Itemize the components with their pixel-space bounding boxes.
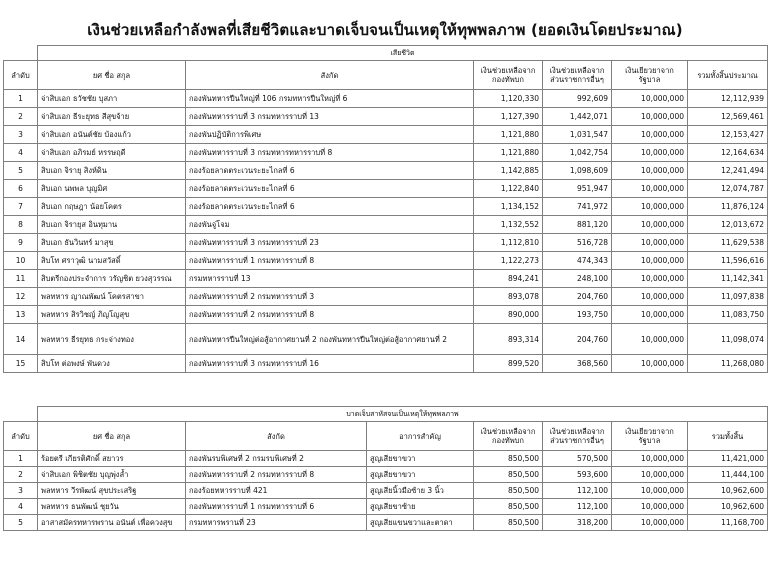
cell-unit: กองพันทหารราบที่ 1 กรมทหารราบที่ 8	[186, 252, 474, 270]
cell-name: จ่าสิบเอก พิชิตชัย บุญพุ่งล้ำ	[38, 467, 186, 483]
cell-other-aid: 951,947	[543, 180, 612, 198]
cell-unit: กองพันรบพิเศษที่ 2 กรมรบพิเศษที่ 2	[186, 451, 367, 467]
cell-unit: กรมทหารพรานที่ 23	[186, 515, 367, 531]
cell-other-aid: 1,042,754	[543, 144, 612, 162]
cell-no: 9	[4, 234, 38, 252]
injured-section-label: บาดเจ็บสาหัสจนเป็นเหตุให้ทุพพลภาพ	[38, 407, 768, 422]
cell-other-aid: 1,031,547	[543, 126, 612, 144]
cell-army-aid: 1,127,390	[474, 108, 543, 126]
cell-gov-aid: 10,000,000	[612, 355, 688, 373]
cell-army-aid: 850,500	[474, 499, 543, 515]
deceased-header-row	[4, 61, 768, 90]
cell-total: 12,153,427	[688, 126, 768, 144]
cell-total: 10,962,600	[688, 483, 768, 499]
cell-name: พลทหาร สิรวิชญ์ ภิญโญสุข	[38, 306, 186, 324]
injured-header-row	[4, 422, 768, 451]
cell-unit: กองพันทหารราบที่ 3 กรมทหารทหารราบที่ 8	[186, 144, 474, 162]
cell-unit: กองพันทหารราบที่ 1 กรมทหารราบที่ 6	[186, 499, 367, 515]
table-row	[4, 515, 768, 531]
cell-name: สิบตรีกองประจำการ วรัญชิต ยวงสุวรรณ	[38, 270, 186, 288]
cell-army-aid: 1,122,840	[474, 180, 543, 198]
cell-army-aid: 893,078	[474, 288, 543, 306]
page-title: เงินช่วยเหลือกำลังพลที่เสียชีวิตและบาดเจ็บจนเป็นเหตุให้ทุพพลภาพ (ยอดเงินโดยประมาณ)	[87, 21, 683, 39]
cell-other-aid: 248,100	[543, 270, 612, 288]
cell-other-aid: 112,100	[543, 499, 612, 515]
header-total: รวมทั้งสิ้นประมาณ	[688, 61, 768, 90]
header-unit: สังกัด	[186, 61, 474, 90]
table-row	[4, 234, 768, 252]
cell-no: 7	[4, 198, 38, 216]
cell-unit: กองพันทหารราบที่ 2 กรมทหารราบที่ 8	[186, 306, 474, 324]
cell-gov-aid: 10,000,000	[612, 126, 688, 144]
cell-no: 1	[4, 451, 38, 467]
header-army-aid: เงินช่วยเหลือจากกองทัพบก	[474, 422, 543, 451]
cell-name: จ่าสิบเอก ธีระยุทธ สีสุขจ้าย	[38, 108, 186, 126]
cell-total: 11,596,616	[688, 252, 768, 270]
cell-total: 12,112,939	[688, 90, 768, 108]
cell-unit: กองร้อยลาดตระเวนระยะไกลที่ 6	[186, 180, 474, 198]
cell-total: 12,074,787	[688, 180, 768, 198]
cell-name: สิบเอก กฤษฎา น้อยโคตร	[38, 198, 186, 216]
table-row	[4, 288, 768, 306]
header-no: ลำดับ	[4, 422, 38, 451]
cell-no: 10	[4, 252, 38, 270]
cell-other-aid: 204,760	[543, 288, 612, 306]
cell-name: พลทหาร ญาณพัฒน์ โคตรสาขา	[38, 288, 186, 306]
cell-name: จ่าสิบเอก อภิรมย์ หรรษฤดี	[38, 144, 186, 162]
cell-gov-aid: 10,000,000	[612, 499, 688, 515]
cell-gov-aid: 10,000,000	[612, 306, 688, 324]
cell-army-aid: 1,132,552	[474, 216, 543, 234]
cell-name: จ่าสิบเอก อนันต์ชัย บ้องแก้ว	[38, 126, 186, 144]
cell-army-aid: 850,500	[474, 451, 543, 467]
cell-other-aid: 1,098,609	[543, 162, 612, 180]
header-other-aid: เงินช่วยเหลือจากส่วนราชการอื่นๆ	[543, 422, 612, 451]
table-row	[4, 198, 768, 216]
header-other-aid: เงินช่วยเหลือจากส่วนราชการอื่นๆ	[543, 61, 612, 90]
cell-army-aid: 850,500	[474, 515, 543, 531]
cell-gov-aid: 10,000,000	[612, 234, 688, 252]
cell-total: 11,268,080	[688, 355, 768, 373]
cell-army-aid: 1,121,880	[474, 144, 543, 162]
cell-total: 12,241,494	[688, 162, 768, 180]
cell-unit: กองพันทหารปืนใหญ่ต่อสู้อากาศยานที่ 2 กองพันทหารปืนใหญ่ต่อสู้อากาศยานที่ 2	[186, 324, 474, 355]
cell-army-aid: 894,241	[474, 270, 543, 288]
cell-total: 11,097,838	[688, 288, 768, 306]
cell-no: 3	[4, 126, 38, 144]
cell-name: สิบเอก นพพล บุญมิศ	[38, 180, 186, 198]
table-row	[4, 270, 768, 288]
cell-name: พลทหาร วีรพัฒน์ สุขประเสริฐ	[38, 483, 186, 499]
cell-gov-aid: 10,000,000	[612, 90, 688, 108]
deceased-table	[3, 45, 768, 373]
cell-unit: กองพันปฏิบัติการพิเศษ	[186, 126, 474, 144]
cell-gov-aid: 10,000,000	[612, 162, 688, 180]
table-row	[4, 162, 768, 180]
cell-symptom: สูญเสียนิ้วมือซ้าย 3 นิ้ว	[367, 483, 474, 499]
cell-other-aid: 318,200	[543, 515, 612, 531]
cell-unit: กองร้อยทหารราบที่ 421	[186, 483, 367, 499]
cell-name: จ่าสิบเอก ธวัชชัย บุสภา	[38, 90, 186, 108]
header-army-aid: เงินช่วยเหลือจากกองทัพบก	[474, 61, 543, 90]
cell-no: 12	[4, 288, 38, 306]
deceased-section-row	[4, 46, 768, 61]
cell-army-aid: 893,314	[474, 324, 543, 355]
cell-total: 11,083,750	[688, 306, 768, 324]
cell-no: 14	[4, 324, 38, 355]
table-row	[4, 252, 768, 270]
cell-army-aid: 850,500	[474, 467, 543, 483]
cell-army-aid: 1,142,885	[474, 162, 543, 180]
cell-army-aid: 1,121,880	[474, 126, 543, 144]
cell-army-aid: 890,000	[474, 306, 543, 324]
cell-name: สิบเอก ธันวินทร์ มาสุข	[38, 234, 186, 252]
cell-gov-aid: 10,000,000	[612, 108, 688, 126]
header-gov-aid: เงินเยียวยาจากรัฐบาล	[612, 422, 688, 451]
cell-unit: กองพันจู่โจม	[186, 216, 474, 234]
header-total: รวมทั้งสิ้น	[688, 422, 768, 451]
cell-army-aid: 1,122,273	[474, 252, 543, 270]
cell-symptom: สูญเสียขาขวา	[367, 451, 474, 467]
cell-name: พลทหาร ธีรยุทธ กระจ่างทอง	[38, 324, 186, 355]
cell-gov-aid: 10,000,000	[612, 451, 688, 467]
table-row	[4, 144, 768, 162]
cell-army-aid: 1,120,330	[474, 90, 543, 108]
cell-gov-aid: 10,000,000	[612, 324, 688, 355]
table-row	[4, 467, 768, 483]
header-name: ยศ ชื่อ สกุล	[38, 422, 186, 451]
cell-army-aid: 1,134,152	[474, 198, 543, 216]
cell-unit: กรมทหารราบที่ 13	[186, 270, 474, 288]
table-row	[4, 216, 768, 234]
cell-army-aid: 899,520	[474, 355, 543, 373]
cell-army-aid: 850,500	[474, 483, 543, 499]
cell-total: 12,013,672	[688, 216, 768, 234]
cell-total: 12,569,461	[688, 108, 768, 126]
cell-no: 8	[4, 216, 38, 234]
cell-other-aid: 1,442,071	[543, 108, 612, 126]
cell-no: 5	[4, 162, 38, 180]
table-row	[4, 451, 768, 467]
cell-no: 15	[4, 355, 38, 373]
cell-no: 5	[4, 515, 38, 531]
cell-unit: กองพันทหารราบที่ 3 กรมทหารราบที่ 16	[186, 355, 474, 373]
cell-no: 4	[4, 144, 38, 162]
cell-gov-aid: 10,000,000	[612, 288, 688, 306]
cell-no: 3	[4, 483, 38, 499]
cell-symptom: สูญเสียขาขวา	[367, 467, 474, 483]
table-row	[4, 180, 768, 198]
injured-table	[3, 406, 768, 531]
cell-total: 11,098,074	[688, 324, 768, 355]
cell-gov-aid: 10,000,000	[612, 198, 688, 216]
cell-name: สิบโท ต่อพงษ์ พันดวง	[38, 355, 186, 373]
cell-name: พลทหาร ธนพัฒน์ ชุยวัน	[38, 499, 186, 515]
table-row	[4, 355, 768, 373]
cell-gov-aid: 10,000,000	[612, 483, 688, 499]
cell-other-aid: 474,343	[543, 252, 612, 270]
cell-other-aid: 204,760	[543, 324, 612, 355]
table-row	[4, 483, 768, 499]
cell-other-aid: 516,728	[543, 234, 612, 252]
cell-gov-aid: 10,000,000	[612, 270, 688, 288]
table-row	[4, 499, 768, 515]
cell-army-aid: 1,112,810	[474, 234, 543, 252]
cell-unit: กองพันทหารราบที่ 2 กรมทหารราบที่ 8	[186, 467, 367, 483]
cell-unit: กองร้อยลาดตระเวนระยะไกลที่ 6	[186, 162, 474, 180]
cell-symptom: สูญเสียขาซ้าย	[367, 499, 474, 515]
cell-no: 6	[4, 180, 38, 198]
header-name: ยศ ชื่อ สกุล	[38, 61, 186, 90]
table-row	[4, 324, 768, 355]
cell-other-aid: 593,600	[543, 467, 612, 483]
cell-other-aid: 193,750	[543, 306, 612, 324]
cell-symptom: สูญเสียแขนขวาและตาดา	[367, 515, 474, 531]
table-row	[4, 108, 768, 126]
cell-total: 12,164,634	[688, 144, 768, 162]
cell-no: 2	[4, 467, 38, 483]
cell-unit: กองร้อยลาดตระเวนระยะไกลที่ 6	[186, 198, 474, 216]
table-row	[4, 306, 768, 324]
header-no: ลำดับ	[4, 61, 38, 90]
cell-no: 13	[4, 306, 38, 324]
cell-gov-aid: 10,000,000	[612, 515, 688, 531]
cell-unit: กองพันทหารราบที่ 2 กรมทหารราบที่ 3	[186, 288, 474, 306]
header-unit: สังกัด	[186, 422, 367, 451]
cell-other-aid: 570,500	[543, 451, 612, 467]
cell-name: สิบเอก จิรายุ สิงห์ดิน	[38, 162, 186, 180]
deceased-section-label: เสียชีวิต	[38, 46, 768, 61]
cell-total: 11,168,700	[688, 515, 768, 531]
cell-name: ร้อยตรี เกียรติศักดิ์ สยาวร	[38, 451, 186, 467]
table-row	[4, 126, 768, 144]
cell-no: 1	[4, 90, 38, 108]
cell-other-aid: 881,120	[543, 216, 612, 234]
cell-total: 11,142,341	[688, 270, 768, 288]
cell-gov-aid: 10,000,000	[612, 180, 688, 198]
cell-total: 11,629,538	[688, 234, 768, 252]
header-symptom: อาการสำคัญ	[367, 422, 474, 451]
cell-total: 11,421,000	[688, 451, 768, 467]
cell-name: สิบโท ศราวุฒิ นามสวัสดิ์	[38, 252, 186, 270]
cell-name: สิบเอก จิรายุส อินทุมาน	[38, 216, 186, 234]
cell-no: 2	[4, 108, 38, 126]
cell-unit: กองพันทหารราบที่ 3 กรมทหารราบที่ 13	[186, 108, 474, 126]
cell-other-aid: 368,560	[543, 355, 612, 373]
cell-name: อาสาสมัครทหารพราน อนันต์ เพื่อควงสุข	[38, 515, 186, 531]
cell-gov-aid: 10,000,000	[612, 467, 688, 483]
cell-no: 4	[4, 499, 38, 515]
cell-no: 11	[4, 270, 38, 288]
cell-other-aid: 112,100	[543, 483, 612, 499]
cell-total: 11,876,124	[688, 198, 768, 216]
cell-other-aid: 741,972	[543, 198, 612, 216]
cell-total: 11,444,100	[688, 467, 768, 483]
cell-gov-aid: 10,000,000	[612, 144, 688, 162]
cell-gov-aid: 10,000,000	[612, 252, 688, 270]
injured-section-row	[4, 407, 768, 422]
cell-unit: กองพันทหารราบที่ 3 กรมทหารราบที่ 23	[186, 234, 474, 252]
cell-gov-aid: 10,000,000	[612, 216, 688, 234]
header-gov-aid: เงินเยียวยาจากรัฐบาล	[612, 61, 688, 90]
table-row	[4, 90, 768, 108]
cell-unit: กองพันทหารปืนใหญ่ที่ 106 กรมทหารปืนใหญ่ที่ 6	[186, 90, 474, 108]
cell-total: 10,962,600	[688, 499, 768, 515]
cell-other-aid: 992,609	[543, 90, 612, 108]
